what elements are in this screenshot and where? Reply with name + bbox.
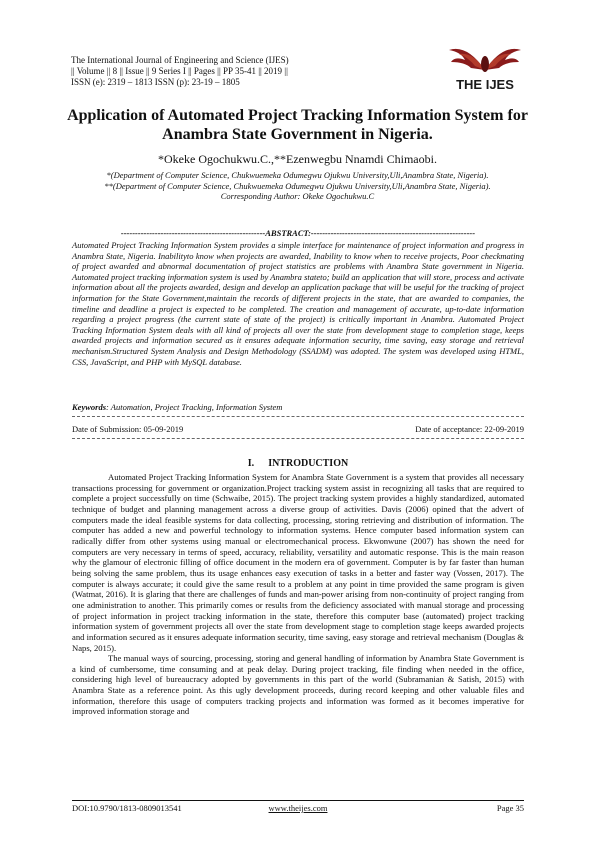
abstract-text: Automated Project Tracking Information System provides a simple interface for maintenance of project information and progress in Anambra State, Nigeria. Inabilityto know when projects are awarded, Inability to know when to receive projects, Poor checkmating of project awarded and abnormal documentation of project statistics are problems with Anambra State government in Nigeria. Automated project tracking information system is used by Anambra stateto; build an application that will store, process and activate information about all the projects awarded, design and develop an application package that will be useful for the tracking of project information for the State Government,maintain the records of different projects in the state, that are awarded to companies, the timeline and deadline a project is expected to be completed. The creation and management of accurate, up-to-date information regarding a project progress (the current state of state of the project) is critically important in Anambra. Automated Project Tracking Information System deals with all kind of projects all over the state from development stage to completion stage, keeps awarded projects and information secured as it ensures adequate information security, time saving, easy storage and retrieval mechanism.Structured System Analysis and Design Methodology (SSADM) was adopted. The system was developed using HTML, CSS, JavaScript, and PHP with MySQL database. (72, 240, 524, 367)
corresponding-author: Corresponding Author: Okeke Ogochukwu.C (220, 191, 375, 201)
footer-doi: DOI:10.9790/1813-0809013541 (72, 803, 182, 813)
paper-title: Application of Automated Project Tracking Information System for Anambra State Government in Nigeria. (67, 107, 528, 143)
divider-bottom (72, 438, 524, 439)
section-heading (72, 458, 524, 470)
abstract-heading: ---------------------------------------------------ABSTRACT:---------------------------------------------------------- (120, 228, 476, 238)
journal-header (71, 55, 289, 88)
submission-date: Date of Submission: 05-09-2019 (72, 424, 184, 434)
divider-top (72, 416, 524, 417)
acceptance-date: Date of acceptance: 22-09-2019 (415, 424, 524, 434)
affiliation-1: *(Department of Computer Science, Chukwuemeka Odumegwu Ojukwu University,Uli,Anambra State, Nigeria). (106, 170, 489, 180)
footer-rule (72, 800, 524, 801)
page-footer (72, 803, 524, 813)
keywords (72, 402, 524, 412)
logo-text: THE IJES (456, 77, 514, 92)
keywords-label: Keywords (72, 402, 106, 412)
keywords-list: : Automation, Project Tracking, Information System (106, 402, 283, 412)
footer-site-link[interactable]: www.theijes.com (268, 803, 328, 813)
ijes-logo-icon (445, 40, 525, 94)
affiliations (65, 170, 530, 202)
section-number: I. (247, 458, 255, 469)
dates-row (72, 424, 524, 434)
footer-page-number: Page 35 (496, 803, 524, 813)
issn-line: ISSN (e): 2319 – 1813 ISSN (p): 23-19 – 1805 (71, 77, 240, 87)
section-title: INTRODUCTION (268, 458, 349, 469)
journal-logo (445, 40, 525, 94)
paper-authors: *Okeke Ogochukwu.C.,**Ezenwegbu Nnamdi Chimaobi. (158, 152, 437, 166)
journal-name: The International Journal of Engineering and Science (IJES) (71, 55, 289, 65)
body-text (72, 472, 524, 717)
paragraph-2: The manual ways of sourcing, processing, storing and general handling of information by Anambra State Government is a kind of cumbersome, time consuming and at peak delay. During project tracking, file finding when needed in the office, considering high level of bureaucracy adopted by governments in this part of the world (Subramanian & Satish, 2015) with Anambra State as a reference point. As this ugly development proceeds, during record keeping and other valuable files and information, therefore this usage of computers tracking projects and information was formed as it becomes imperative for improved information storage and (72, 653, 524, 717)
volume-line: || Volume || 8 || Issue || 9 Series I || Pages || PP 35-41 || 2019 || (71, 66, 288, 76)
paragraph-1: Automated Project Tracking Information System for Anambra State Government is a system that provides all necessary transactions processing for government or organization.Project tracking system assist in recognizing all tasks that are required to complete a project successfully on time (Schwaibe, 2015). The project tracking system provides a highly standardized, automated technique of budget and planning management across a diverse group of activities. Davis (2006) opined that the advert of computers made the ideal feasible systems for data collecting, processing, storing retrieving and distribution of information. The computer has added a new and powerful technology to information systems. Hence computer based information system can radically differ from other systems using manual or electromechanical process. Ekwonwune (2007) has shown the need for computers are very necessary in terms of speed, accuracy, reliability, versatility and automatic response. This is the main reason why the glamour of electronic filling of office document in the modern era of government. Computer is by far faster than human being solving the same problem, thus its usage enhances easy execution of tasks in a better and faster way (Vossen, 2017). The computer is always accurate; it could give the same result to a problem at any point in time provided the same program is given (Watmat, 2016). It is glaring that there are challenges of funds and man-power arising from non-continuity of project ranging from one administration to another. This primarily comes or results from the deficiency associated with manual storage and processing of project information in project tracking information in the state, therefore this computer base (automated) project tracking information system of government projects all over the state from development stage to completion stage keeps awarded projects and information secured as it ensures adequate information security, time saving, easy storage and retrieval mechanism (Douglas & Naps, 2015). (72, 472, 524, 653)
affiliation-2: **(Department of Computer Science, Chukwuemeka Odumegwu Ojukwu University,Uli,Anambra State, Nigeria). (104, 180, 491, 191)
